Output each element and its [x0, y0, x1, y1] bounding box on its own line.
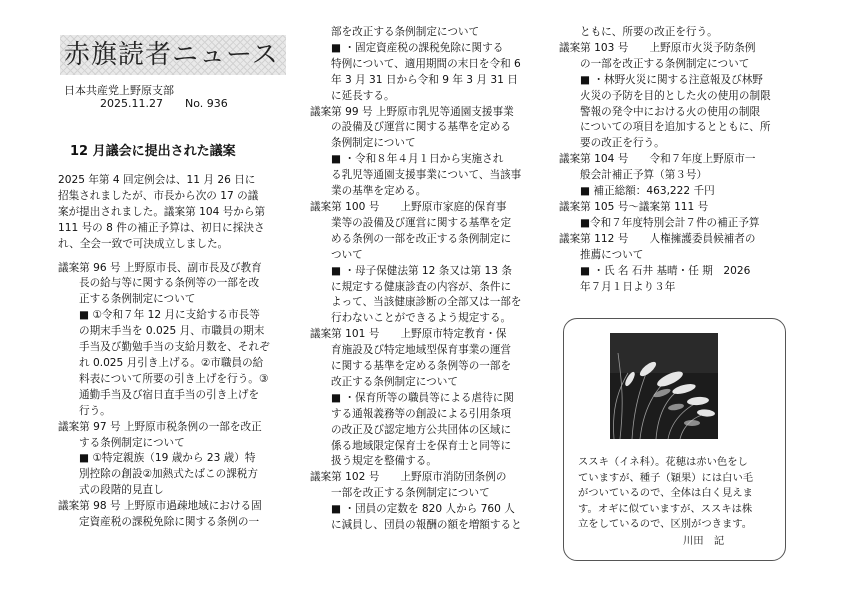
headline: 12 月議会に提出された議案	[70, 144, 236, 159]
text-line: 育施設及び特定地域型保育事業の運営	[331, 344, 512, 357]
text-line: の期末手当を 0.025 月、市職員の期末	[79, 325, 265, 338]
bill-title: 議案第 104 号 令和７年度上野原市一	[559, 153, 756, 166]
text-line: 長の給与等に関する条例等の一部を改	[79, 277, 260, 290]
text-line: ■ ・林野火災に関する注意報及び林野	[580, 73, 763, 86]
bill-title: 議案第 103 号 上野原市火災予防条例	[559, 41, 756, 54]
text-line: 火災の予防を目的とした火の使用の制限	[580, 89, 771, 102]
column-2	[310, 25, 548, 534]
text-line: についての項目を追加するとともに、所	[580, 121, 771, 134]
bill-title: 議案第 99 号 上野原市乳児等通園支援事業	[310, 105, 514, 118]
text-line: 年７月１日より３年	[580, 280, 676, 293]
text-line: ■ ・氏 名 石井 基晴・任 期 2026	[580, 264, 751, 277]
text-line: 部を改正する条例制定について	[331, 26, 480, 38]
text-line: 改正する条例制定について	[331, 375, 458, 388]
text-line: する条例制定について	[79, 436, 185, 449]
text-line: ■ ①特定親族（19 歳から 23 歳）特	[79, 452, 256, 465]
text-line: る乳児等通園支援事業について、当該事	[331, 169, 522, 182]
text-line: 要の改正を行う。	[580, 137, 665, 150]
text-line: 案が提出されました。議案第 104 号から第	[58, 205, 266, 218]
text-line: に減員し、団員の報酬の額を増額すると	[331, 519, 522, 532]
text-line: 行わないことができるよう規定する。	[331, 312, 512, 325]
text-line: ■ 補正総額：463,222 千円	[580, 185, 715, 198]
text-line: 通勤手当及び宿日直手当の引き上げを	[79, 388, 260, 401]
text-line: 係る地域限定保育士を保育士と同等に	[331, 439, 512, 452]
bill-title: 議案第 105 号～議案第 111 号	[559, 200, 709, 213]
text-line: ともに、所要の改正を行う。	[580, 26, 718, 38]
text-line: 条例制定について	[331, 137, 416, 150]
bill-title: 議案第 102 号 上野原市消防団条例の	[310, 471, 507, 484]
grass-illustration	[610, 333, 718, 439]
text-line: 式の段階的見直し	[79, 484, 164, 497]
text-line: ついて	[331, 248, 363, 261]
masthead-title: 赤旗読者ニュース	[60, 35, 286, 75]
publisher: 日本共産党上野原支部	[64, 84, 174, 97]
text-line: の一部を改正する条例制定について	[580, 57, 750, 70]
text-line: 般会計補正予算（第３号）	[580, 169, 708, 182]
bill-title: 議案第 100 号 上野原市家庭的保育事	[310, 200, 507, 213]
text-line: める条例の一部を改正する条例制定に	[331, 232, 512, 245]
text-line: 正する条例制定について	[79, 293, 196, 306]
text-line: ■令和７年度特別会計７件の補正予算	[580, 216, 760, 229]
caption-line: ススキ（イネ科）。花穂は赤い色をし	[578, 456, 748, 468]
text-line: ■ ・保育所等の職員等による虐待に関	[331, 391, 514, 404]
text-line: 特例について、適用期間の末日を令和 6	[331, 57, 521, 70]
caption-line: 立をしているので、区別がつきます。	[578, 518, 753, 531]
text-line: 定資産税の課税免除に関する条例の一	[79, 516, 260, 529]
susuki-photo	[610, 333, 718, 439]
text-line: ■ ・母子保健法第 12 条又は第 13 条	[331, 264, 512, 277]
bill-title: 議案第 97 号 上野原市税条例の一部を改正	[58, 420, 262, 433]
text-line: 行う。	[79, 404, 111, 417]
text-line: 推薦について	[580, 248, 644, 261]
text-line: に規定する健康診査の内容が、条件に	[331, 280, 512, 293]
text-line: 年 3 月 31 日から令和 9 年 3 月 31 日	[331, 73, 518, 86]
text-line: 一部を改正する条例制定について	[331, 487, 490, 500]
text-line: 招集されましたが、市長から次の 17 の議	[58, 189, 259, 202]
text-line: に関する基準を定める条例等の一部を	[331, 360, 512, 373]
bill-title: 議案第 98 号 上野原市過疎地域における固	[58, 500, 262, 513]
bill-title: 議案第 96 号 上野原市長、副市長及び教育	[58, 261, 262, 274]
column-1	[58, 173, 290, 531]
caption-line: ていますが、種子（穎果）には白い毛	[578, 471, 754, 484]
text-line: ■ ・団員の定数を 820 人から 760 人	[331, 503, 515, 516]
caption-line: がついているので、全体は白く見えま	[578, 487, 753, 500]
text-line: 業等の設備及び運営に関する基準を定	[331, 216, 512, 229]
text-line: 扱う規定を整備する。	[331, 455, 437, 468]
text-line: れ 0.025 月引き上げる。②市職員の給	[79, 356, 264, 369]
photo-caption	[578, 455, 774, 533]
text-line: の改正及び認定地方公共団体の区域に	[331, 423, 512, 436]
caption-signature: 川田 記	[683, 535, 725, 547]
bill-title: 議案第 101 号 上野原市特定教育・保	[310, 328, 507, 341]
text-line: ■ ①令和７年 12 月に支給する市長等	[79, 309, 260, 322]
text-line: 111 号の 8 件の補正予算は、初日に採決さ	[58, 221, 265, 234]
text-line: ■ ・固定資産税の課税免除に関する	[331, 41, 504, 54]
issue-number: No. 936	[184, 97, 228, 110]
text-line: れ、全会一致で可決成立しました。	[58, 237, 229, 250]
bill-title: 議案第 112 号 人権擁護委員候補者の	[559, 232, 756, 245]
text-line: する通報義務等の創設による引用条項	[331, 407, 512, 420]
text-line: ■ ・令和８年４月１日から実施され	[331, 153, 504, 166]
text-line: よって、当該健康診断の全部又は一部を	[331, 296, 522, 309]
caption-line: す。オギに似ていますが、ススキは株	[578, 502, 753, 515]
text-line: 警報の発令中における火の使用の制限	[580, 105, 761, 118]
text-line: に延長する。	[331, 89, 395, 102]
text-line: 手当及び勤勉手当の支給月数を、それぞ	[79, 341, 270, 354]
text-line: の設備及び運営に関する基準を定める	[331, 121, 512, 134]
text-line: 業の基準を定める。	[331, 185, 427, 198]
text-line: 2025 年第 4 回定例会は、11 月 26 日に	[58, 174, 256, 186]
text-line: 料表について所要の引き上げを行う。③	[79, 372, 269, 385]
text-line: 別控除の創設②加熱式たばこの課税方	[79, 468, 258, 481]
issue-line	[100, 97, 250, 110]
issue-date: 2025.11.27	[100, 97, 163, 110]
column-3	[559, 25, 789, 295]
